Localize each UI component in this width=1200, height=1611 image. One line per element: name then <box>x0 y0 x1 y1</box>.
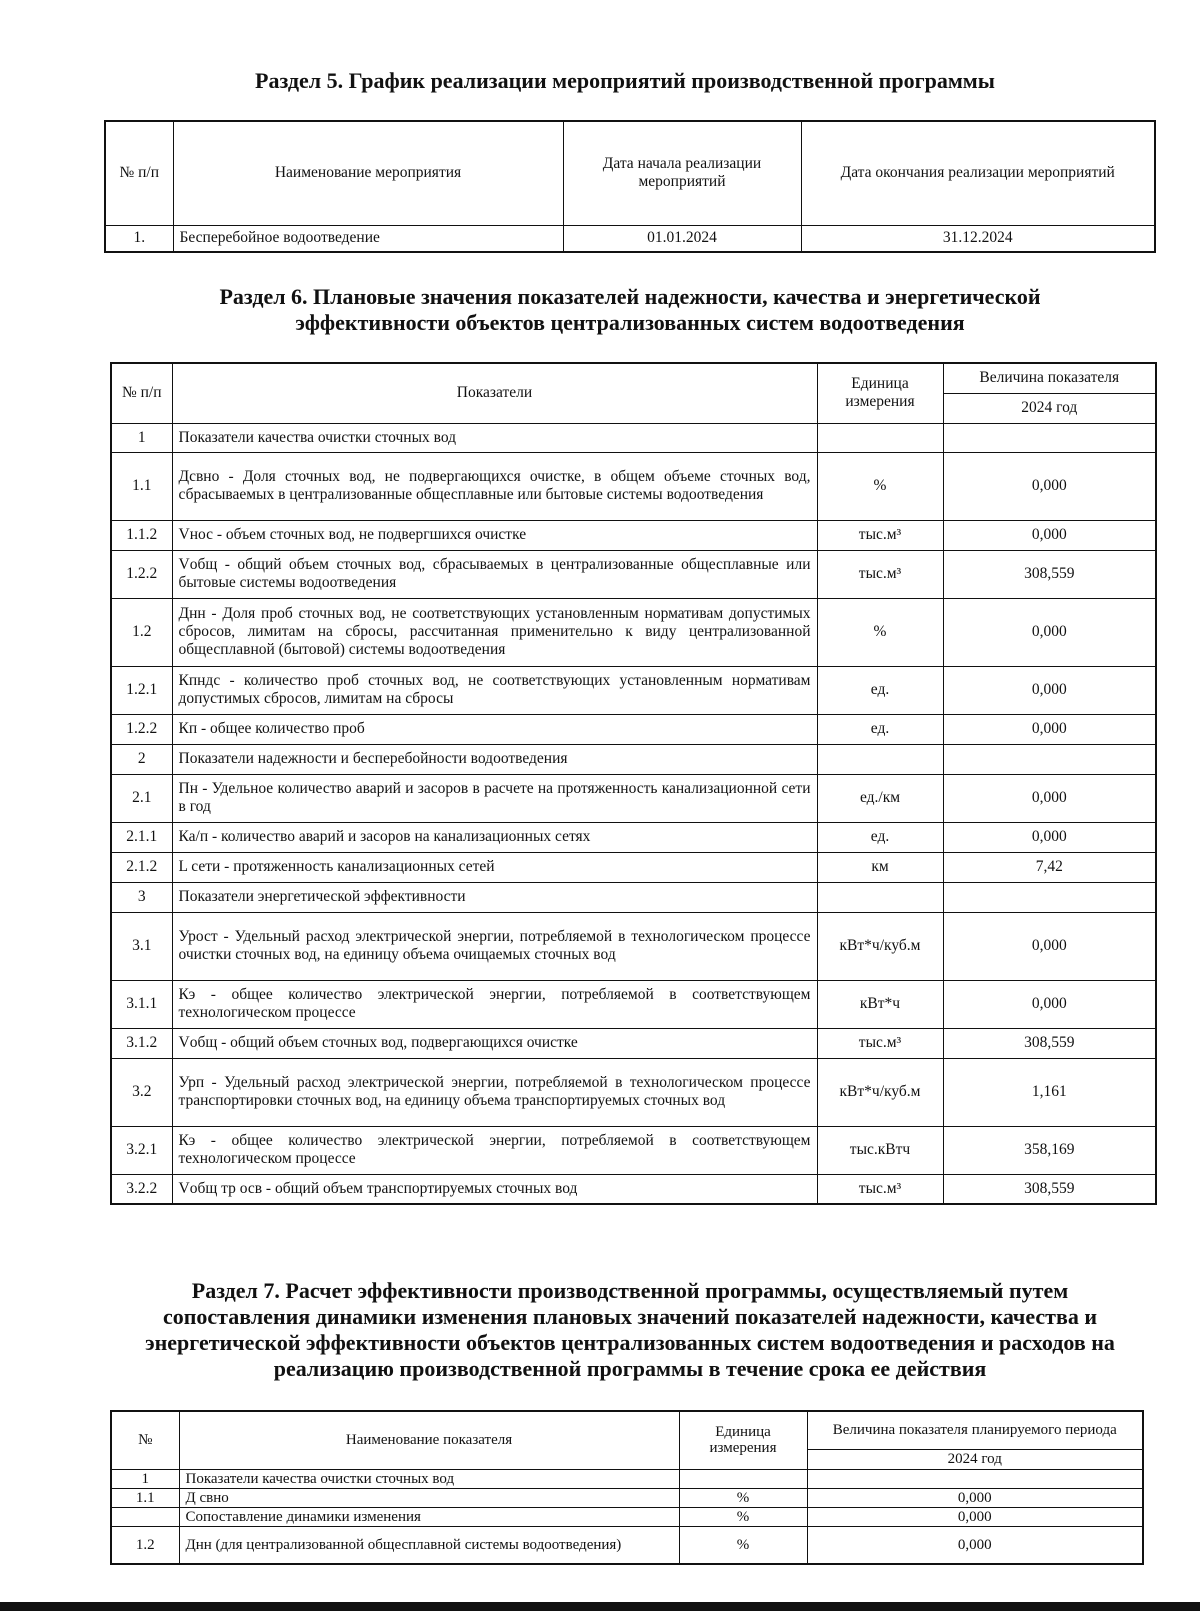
row-unit: ед. <box>817 714 943 744</box>
row-num: 2 <box>111 744 172 774</box>
row-unit: % <box>679 1526 807 1564</box>
table-row <box>111 550 1156 598</box>
section5-header-num: № п/п <box>105 121 173 225</box>
row-unit: кВт*ч/куб.м <box>817 912 943 980</box>
table-row <box>111 852 1156 882</box>
section5-title: Раздел 5. График реализации мероприятий производственной программы <box>255 68 995 93</box>
row-indicator: Vобщ - общий объем сточных вод, сбрасываемых в централизованные общесплавные или бытовые системы водоотведения <box>172 550 817 598</box>
row-num: 1.2 <box>111 1526 179 1564</box>
table-row <box>111 598 1156 666</box>
row-value: 7,42 <box>943 852 1156 882</box>
row-unit: км <box>817 852 943 882</box>
table-row <box>111 666 1156 714</box>
section6-table <box>110 362 1157 1205</box>
table-row <box>111 1028 1156 1058</box>
row-value: 0,000 <box>943 452 1156 520</box>
row-indicator: Сопоставление динамики изменения <box>179 1507 679 1526</box>
section7-header-name: Наименование показателя <box>179 1411 679 1469</box>
row-unit: тыс.м³ <box>817 1174 943 1204</box>
row-unit: ед./км <box>817 774 943 822</box>
row-num: 3 <box>111 882 172 912</box>
row-unit <box>817 882 943 912</box>
row-indicator: Кэ - общее количество электрической энергии, потребляемой в соответствующем технологическом процессе <box>172 1126 817 1174</box>
row-unit: ед. <box>817 822 943 852</box>
row-num: 2.1 <box>111 774 172 822</box>
section7-header-row <box>111 1411 1143 1449</box>
row-value: 0,000 <box>807 1488 1143 1507</box>
section7-table <box>110 1410 1144 1565</box>
row-indicator: Урп - Удельный расход электрической энергии, потребляемой в технологическом процессе транспортировки сточных вод, на единицу объема транспортируемых сточных вод <box>172 1058 817 1126</box>
row-num: 3.2.2 <box>111 1174 172 1204</box>
row-num: 3.1 <box>111 912 172 980</box>
row-indicator: Днн (для централизованной общесплавной системы водоотведения) <box>179 1526 679 1564</box>
row-unit: тыс.м³ <box>817 1028 943 1058</box>
row-value: 1,161 <box>943 1058 1156 1126</box>
row-value <box>943 423 1156 452</box>
row-value <box>943 744 1156 774</box>
row-num: 1.2.2 <box>111 550 172 598</box>
row-num: 3.1.2 <box>111 1028 172 1058</box>
row-indicator: Показатели качества очистки сточных вод <box>172 423 817 452</box>
section7-header-year: 2024 год <box>807 1449 1143 1469</box>
section6-header-num: № п/п <box>111 363 172 423</box>
row-unit: кВт*ч <box>817 980 943 1028</box>
row-indicator: Ка/п - количество аварий и засоров на канализационных сетях <box>172 822 817 852</box>
row-unit: % <box>817 598 943 666</box>
row-num: 1.2.2 <box>111 714 172 744</box>
row-value: 0,000 <box>807 1507 1143 1526</box>
row-num: 1 <box>111 1469 179 1488</box>
section6-body <box>111 423 1156 1204</box>
row-unit: тыс.м³ <box>817 550 943 598</box>
row-num: 3.2.1 <box>111 1126 172 1174</box>
section5-table <box>104 120 1156 253</box>
section6-header-unit: Единица измерения <box>817 363 943 423</box>
table-row <box>111 744 1156 774</box>
row-indicator: Д свно <box>179 1488 679 1507</box>
row-value: 0,000 <box>943 666 1156 714</box>
row-num: 1.2.1 <box>111 666 172 714</box>
table-row <box>111 452 1156 520</box>
row-unit: % <box>817 452 943 520</box>
section5-header-row <box>105 121 1155 225</box>
row-indicator: Дсвно - Доля сточных вод, не подвергающихся очистке, в общем объеме сточных вод, сбрасываемых в централизованные общесплавные или бытовые системы водоотведения <box>172 452 817 520</box>
table-row <box>111 822 1156 852</box>
row-unit: тыс.м³ <box>817 520 943 550</box>
table-row <box>111 423 1156 452</box>
row-value <box>807 1469 1143 1488</box>
row-value: 0,000 <box>943 774 1156 822</box>
row-unit: % <box>679 1488 807 1507</box>
row-value: 0,000 <box>807 1526 1143 1564</box>
row-unit <box>817 423 943 452</box>
section6-title: Раздел 6. Плановые значения показателей надежности, качества и энергетической эффективности объектов централизованных систем водоотведения <box>219 284 1041 335</box>
section7-header-unit: Единица измерения <box>679 1411 807 1469</box>
section6-header-row <box>111 363 1156 393</box>
section7-body <box>111 1469 1143 1564</box>
table-row <box>105 225 1155 252</box>
row-num: 1.1 <box>111 452 172 520</box>
row-value: 0,000 <box>943 980 1156 1028</box>
row-indicator: Кэ - общее количество электрической энергии, потребляемой в соответствующем технологическом процессе <box>172 980 817 1028</box>
table-row <box>111 1488 1143 1507</box>
row-indicator: Vобщ - общий объем сточных вод, подвергающихся очистке <box>172 1028 817 1058</box>
table-row <box>111 980 1156 1028</box>
row-value <box>943 882 1156 912</box>
row-unit: % <box>679 1507 807 1526</box>
row-unit: кВт*ч/куб.м <box>817 1058 943 1126</box>
row-value: 308,559 <box>943 550 1156 598</box>
row-num: 1.2 <box>111 598 172 666</box>
row-value: 0,000 <box>943 598 1156 666</box>
row-value: 358,169 <box>943 1126 1156 1174</box>
table-row <box>111 1174 1156 1204</box>
table-row <box>111 1526 1143 1564</box>
row-num <box>111 1507 179 1526</box>
row-indicator: L сети - протяженность канализационных сетей <box>172 852 817 882</box>
table-row <box>111 774 1156 822</box>
row-indicator: Показатели энергетической эффективности <box>172 882 817 912</box>
row-num: 3.2 <box>111 1058 172 1126</box>
row-indicator: Урост - Удельный расход электрической энергии, потребляемой в технологическом процессе очистки сточных вод, на единицу объема очищаемых сточных вод <box>172 912 817 980</box>
row-value: 0,000 <box>943 714 1156 744</box>
row-value: 0,000 <box>943 520 1156 550</box>
table-row <box>111 1469 1143 1488</box>
row-name: Бесперебойное водоотведение <box>173 225 563 252</box>
row-num: 3.1.1 <box>111 980 172 1028</box>
row-indicator: Показатели качества очистки сточных вод <box>179 1469 679 1488</box>
row-indicator: Кп - общее количество проб <box>172 714 817 744</box>
section6-header-indicators: Показатели <box>172 363 817 423</box>
section7-header-value: Величина показателя планируемого периода <box>807 1411 1143 1449</box>
row-num: 2.1.1 <box>111 822 172 852</box>
section6-header-value: Величина показателя <box>943 363 1156 393</box>
row-value: 308,559 <box>943 1174 1156 1204</box>
row-indicator: Показатели надежности и бесперебойности водоотведения <box>172 744 817 774</box>
table-row <box>111 714 1156 744</box>
row-unit: ед. <box>817 666 943 714</box>
section5-header-name: Наименование мероприятия <box>173 121 563 225</box>
table-row <box>111 520 1156 550</box>
row-value: 0,000 <box>943 912 1156 980</box>
row-num: 2.1.2 <box>111 852 172 882</box>
row-value: 308,559 <box>943 1028 1156 1058</box>
row-indicator: Пн - Удельное количество аварий и засоров в расчете на протяженность канализационной сети в год <box>172 774 817 822</box>
table-row <box>111 1126 1156 1174</box>
section5-header-end: Дата окончания реализации мероприятий <box>801 121 1155 225</box>
row-unit <box>679 1469 807 1488</box>
section6-header-year: 2024 год <box>943 393 1156 423</box>
row-start-date: 01.01.2024 <box>563 225 801 252</box>
row-indicator: Vнос - объем сточных вод, не подвергшихся очистке <box>172 520 817 550</box>
row-indicator: Vобщ тр осв - общий объем транспортируемых сточных вод <box>172 1174 817 1204</box>
table-row <box>111 882 1156 912</box>
scan-edge-bar <box>0 1602 1200 1611</box>
row-indicator: Днн - Доля проб сточных вод, не соответствующих установленным нормативам допустимых сбросов, лимитам на сбросы, рассчитанная применительно к виду централизованной общесплавной (бытовой) системы водоотведения <box>172 598 817 666</box>
row-num: 1. <box>105 225 173 252</box>
section5-header-start: Дата начала реализации мероприятий <box>563 121 801 225</box>
row-unit: тыс.кВтч <box>817 1126 943 1174</box>
table-row <box>111 912 1156 980</box>
row-end-date: 31.12.2024 <box>801 225 1155 252</box>
table-row <box>111 1058 1156 1126</box>
row-value: 0,000 <box>943 822 1156 852</box>
row-indicator: Кпндс - количество проб сточных вод, не соответствующих установленным нормативам допустимых сбросов, лимитам на сбросы <box>172 666 817 714</box>
row-num: 1.1.2 <box>111 520 172 550</box>
table-row <box>111 1507 1143 1526</box>
section7-title: Раздел 7. Расчет эффективности производственной программы, осуществляемый путем сопоставления динамики изменения плановых значений показателей надежности, качества и энергетической эффективности объектов централизованных систем водоотведения и расходов на реализацию производственной программы в течение срока ее действия <box>145 1278 1115 1381</box>
row-num: 1 <box>111 423 172 452</box>
row-num: 1.1 <box>111 1488 179 1507</box>
row-unit <box>817 744 943 774</box>
section7-header-num: № <box>111 1411 179 1469</box>
